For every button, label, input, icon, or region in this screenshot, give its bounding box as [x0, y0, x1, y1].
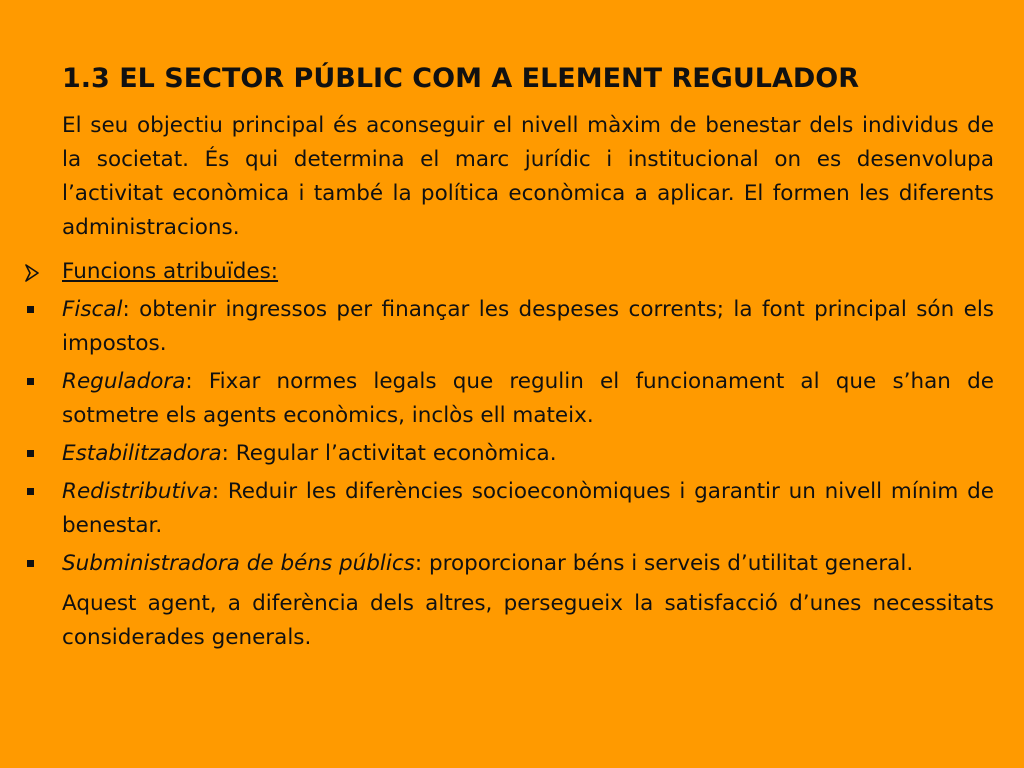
- function-item-redistributiva: [22, 475, 994, 543]
- function-text: : Reduir les diferències socioeconòmiques i garantir un nivell mínim de benestar.: [62, 479, 994, 538]
- square-bullet-icon: [24, 547, 44, 581]
- function-item-estabilitzadora: [22, 437, 994, 471]
- function-term: Subministradora de béns públics: [62, 551, 415, 576]
- square-bullet-icon: [24, 475, 44, 509]
- function-term: Reguladora: [62, 369, 186, 394]
- function-item-fiscal: [22, 293, 994, 361]
- functions-heading: Funcions atribuïdes:: [62, 259, 279, 284]
- slide-content: [22, 109, 994, 665]
- function-term: Redistributiva: [62, 479, 212, 504]
- functions-heading-item: [22, 255, 994, 289]
- function-item-reguladora: [22, 365, 994, 433]
- function-item-subministradora: [22, 547, 994, 581]
- function-term: Estabilitzadora: [62, 441, 222, 466]
- arrow-bullet-icon: [24, 255, 44, 289]
- function-term: Fiscal: [62, 297, 123, 322]
- closing-paragraph: Aquest agent, a diferència dels altres, persegueix la satisfacció d’unes necessitats considerades generals.: [62, 591, 994, 650]
- function-text: : Fixar normes legals que regulin el funcionament al que s’han de sotmetre els agents econòmics, inclòs ell mateix.: [62, 369, 994, 428]
- intro-paragraph: El seu objectiu principal és aconseguir el nivell màxim de benestar dels individus de la societat. És qui determina el marc jurídic i institucional on es desenvolupa l’activitat econòmica i també la política econòmica a aplicar. El formen les diferents administracions.: [62, 113, 994, 240]
- square-bullet-icon: [24, 437, 44, 471]
- square-bullet-icon: [24, 365, 44, 399]
- function-text: : Regular l’activitat econòmica.: [221, 441, 557, 466]
- function-text: : proporcionar béns i serveis d’utilitat general.: [414, 551, 914, 576]
- function-text: : obtenir ingressos per finançar les despeses corrents; la font principal són els impostos.: [62, 297, 994, 356]
- slide-title: 1.3 EL SECTOR PÚBLIC COM A ELEMENT REGULADOR: [62, 63, 860, 94]
- square-bullet-icon: [24, 293, 44, 327]
